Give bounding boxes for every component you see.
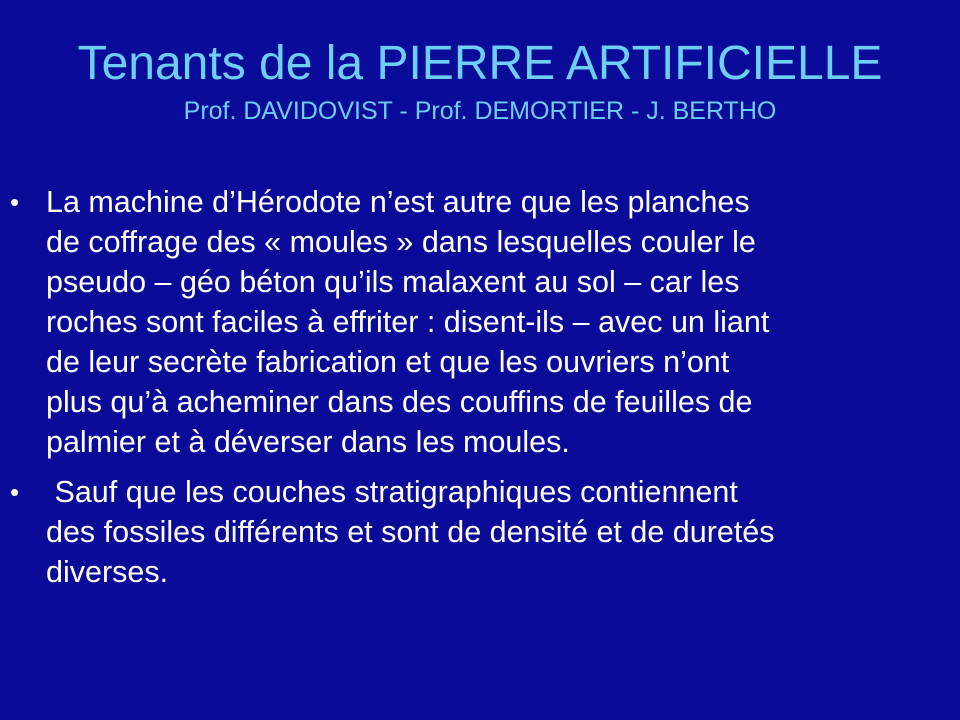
bullet-1-line-4: roches sont faciles à effriter : disent-ils – avec un liant bbox=[46, 305, 770, 339]
bullet-2-line-3: diverses. bbox=[46, 555, 169, 589]
bullet-1-line-2: de coffrage des « moules » dans lesquelles couler le bbox=[46, 225, 756, 259]
bullet-icon: • bbox=[10, 477, 20, 507]
slide-subtitle: Prof. DAVIDOVIST - Prof. DEMORTIER - J. BERTHO bbox=[183, 97, 777, 125]
bullet-item-1 bbox=[0, 182, 960, 462]
bullet-1-line-1: La machine d’Hérodote n’est autre que les planches bbox=[46, 185, 750, 219]
bullet-1-line-5: de leur secrète fabrication et que les ouvriers n’ont bbox=[46, 345, 730, 379]
bullet-icon: • bbox=[10, 187, 20, 217]
bullet-1-line-3: pseudo – géo béton qu’ils malaxent au sol – car les bbox=[46, 265, 740, 299]
bullet-item-2 bbox=[0, 472, 960, 592]
bullet-1-line-7: palmier et à déverser dans les moules. bbox=[46, 425, 570, 459]
bullet-2-line-2: des fossiles différents et sont de densité et de duretés bbox=[46, 515, 775, 549]
slide-title: Tenants de la PIERRE ARTIFICIELLE bbox=[77, 37, 883, 90]
bullet-1-line-6: plus qu’à acheminer dans des couffins de feuilles de bbox=[46, 385, 753, 419]
bullet-2-line-1: Sauf que les couches stratigraphiques contiennent bbox=[46, 475, 738, 509]
bullet-list bbox=[0, 182, 960, 602]
